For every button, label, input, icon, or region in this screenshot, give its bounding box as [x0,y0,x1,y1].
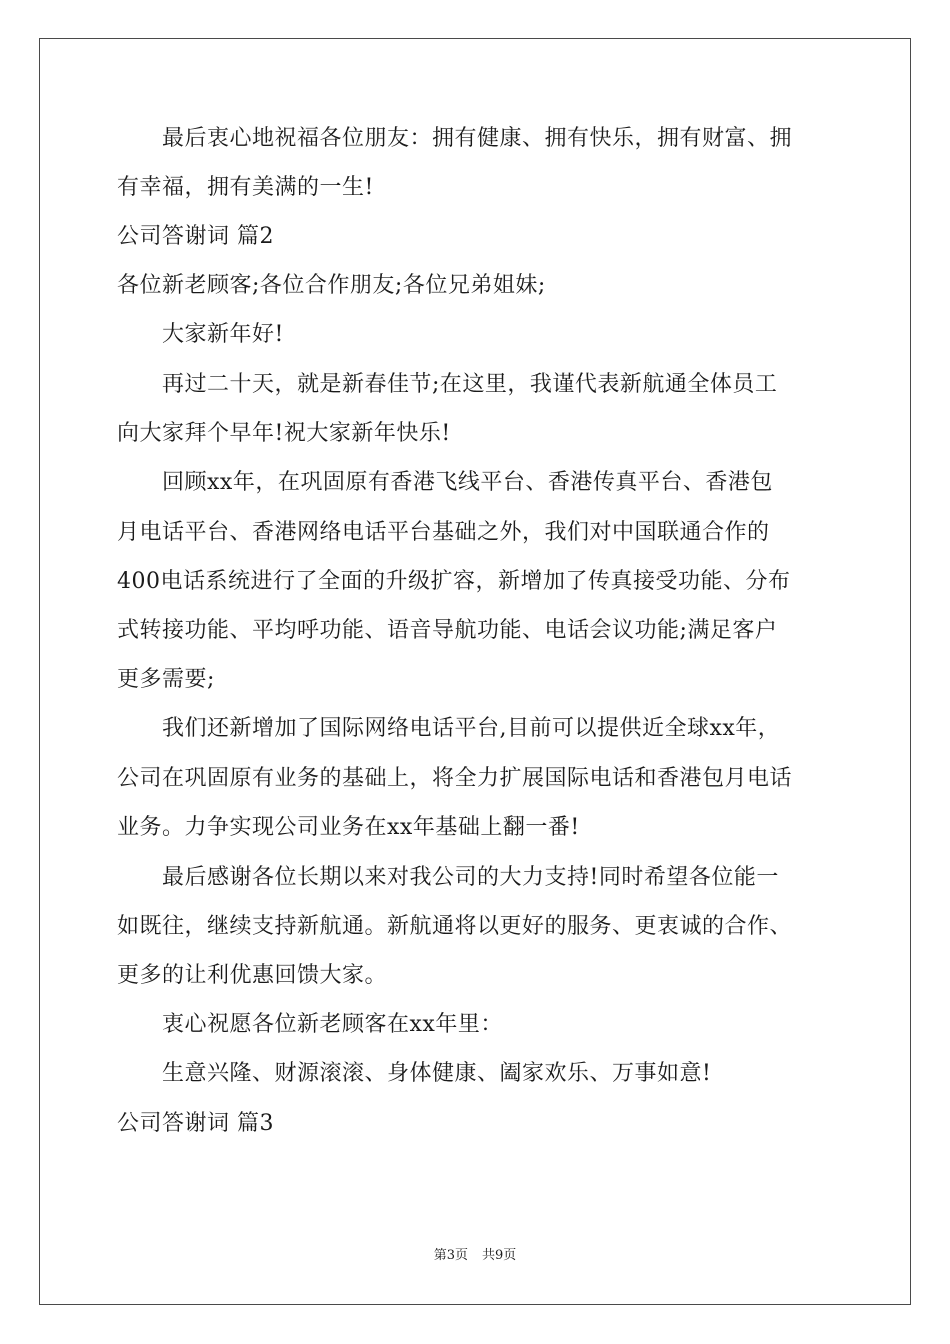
paragraph-line: 业务。力争实现公司业务在xx年基础上翻一番! [117,815,580,840]
paragraph-line: 400电话系统进行了全面的升级扩容，新增加了传真接受功能、分布 [117,569,791,594]
paragraph-line: 如既往，继续支持新航通。新航通将以更好的服务、更衷诚的合作、 [117,914,793,939]
paragraph-line: 回顾xx年，在巩固原有香港飞线平台、香港传真平台、香港包 [117,470,773,495]
paragraph-line: 生意兴隆、财源滚滚、身体健康、阖家欢乐、万事如意! [117,1061,712,1086]
paragraph-line: 我们还新增加了国际网络电话平台,目前可以提供近全球xx年， [117,716,781,741]
paragraph-line: 大家新年好! [117,322,284,347]
paragraph-line: 最后衷心地祝福各位朋友：拥有健康、拥有快乐，拥有财富、拥 [117,126,793,151]
section-heading: 公司答谢词 篇2 [117,224,274,249]
paragraph-line: 向大家拜个早年!祝大家新年快乐! [117,421,451,446]
paragraph-line: 更多需要; [117,667,215,692]
paragraph-line: 最后感谢各位长期以来对我公司的大力支持!同时希望各位能一 [117,865,779,890]
page-footer [0,1244,950,1263]
page-number: 第3页 [433,1248,468,1263]
paragraph-line: 更多的让利优惠回馈大家。 [117,963,388,988]
paragraph-line: 各位新老顾客;各位合作朋友;各位兄弟姐妹; [117,273,546,298]
paragraph-line: 衷心祝愿各位新老顾客在xx年里： [117,1012,503,1037]
paragraph-line: 公司在巩固原有业务的基础上，将全力扩展国际电话和香港包月电话 [117,766,793,791]
paragraph-line: 有幸福，拥有美满的一生! [117,175,374,200]
paragraph-line: 式转接功能、平均呼功能、语音导航功能、电话会议功能;满足客户 [117,618,778,643]
page-total: 共9页 [482,1248,517,1263]
section-heading: 公司答谢词 篇3 [117,1111,274,1136]
paragraph-line: 月电话平台、香港网络电话平台基础之外，我们对中国联通合作的 [117,520,770,545]
paragraph-line: 再过二十天，就是新春佳节;在这里，我谨代表新航通全体员工 [117,372,778,397]
